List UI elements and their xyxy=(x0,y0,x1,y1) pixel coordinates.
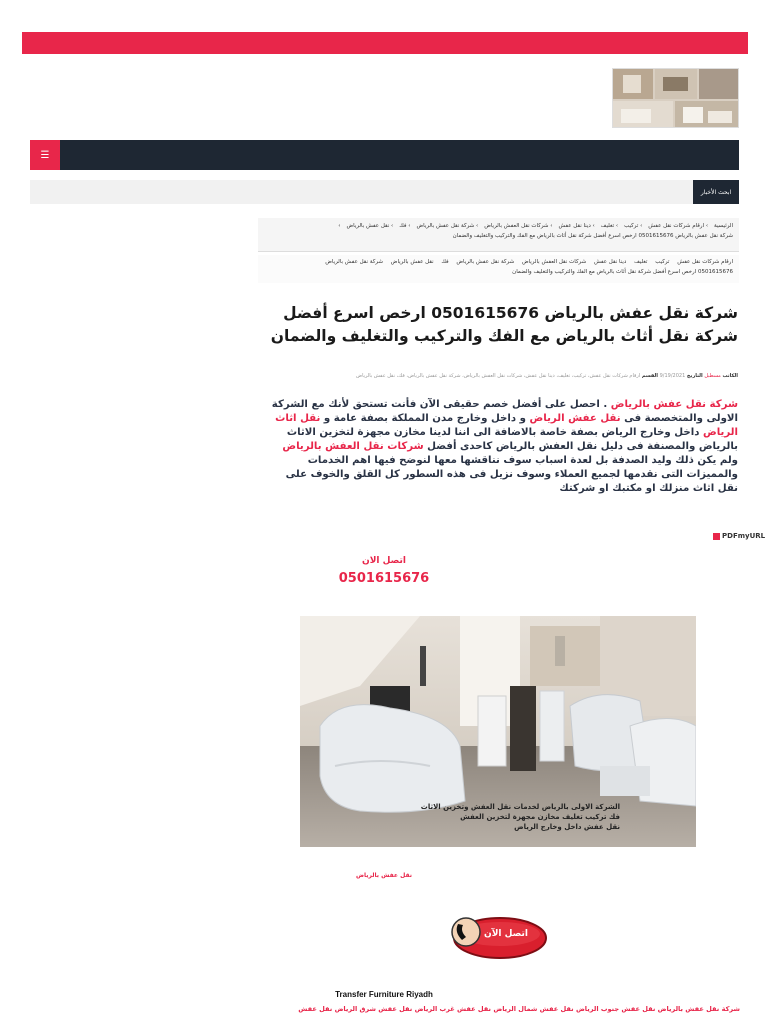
caption-line: الشركة الاولى بالرياض لخدمات نقل العفش وتخزين الاثاث xyxy=(420,803,620,811)
meta-author-label: الكاتب xyxy=(722,373,738,379)
tags-row xyxy=(258,255,739,283)
article-meta xyxy=(262,373,738,379)
search-row xyxy=(30,180,739,204)
tag-item[interactable]: تغليف xyxy=(634,259,648,265)
tag-item[interactable]: شركات نقل العفش بالرياض xyxy=(521,259,587,265)
meta-categories[interactable]: ارقام شركات نقل عفش، تركيب، تغليف، دينا نقل عفش، شركات نقل العفش بالرياض، شركة نقل عفش بالرياض، فك، نقل عفش بالرياض xyxy=(356,373,641,379)
breadcrumb-item[interactable]: شركة نقل عفش بالرياض xyxy=(416,223,475,229)
intro-text: . احصل على أفضل خصم حقيقى الآن فأنت تستحق لأنك مع الشركة الاولى والمتخصصة فى xyxy=(271,399,738,424)
intro-link[interactable]: شركة نقل عفش بالرياض xyxy=(610,399,738,410)
tag-item[interactable]: ارقام شركات نقل عفش xyxy=(677,259,733,265)
meta-section-label: القسم xyxy=(641,373,659,379)
pdf-icon xyxy=(713,533,720,540)
caption-line: فك تركيب تغليف مخازن مجهزة لتخزين العفش xyxy=(460,813,620,821)
pdfmyurl-watermark[interactable] xyxy=(713,532,765,540)
main-navbar xyxy=(30,140,739,170)
article-title: شركة نقل عفش بالرياض 0501615676 ارخص اسرع أفضل شركة نقل أثاث بالرياض مع الفك والتركيب والتغليف والضمان xyxy=(270,304,738,345)
intro-link[interactable]: شركات نقل العفش بالرياض xyxy=(282,441,424,452)
intro-text: ولم يكن ذلك وليد الصدفة بل لعدة اسباب سوف نناقشها معها لنوضح فيها اهم الخدمات والمميزات التى نقدمها لجميع العملاء وسوف نزيل فى هذه السطور كل القلق والخوف على نقل اثاث منزلك او مكتبك او شركتك xyxy=(285,455,738,494)
breadcrumb-item[interactable]: شركات نقل العفش بالرياض xyxy=(484,223,549,229)
intro-link[interactable]: نقل عفش الرياض xyxy=(529,413,621,424)
tags-tail: 0501615676 ارخص اسرع أفضل شركة نقل أثاث بالرياض مع الفك والتركيب والتغليف والضمان xyxy=(512,269,733,275)
tags-list xyxy=(264,257,733,267)
call-now-label[interactable]: اتصل الان xyxy=(362,556,406,566)
services-links[interactable]: شركة نقل عفش بالرياض نقل عفش جنوب الرياض نقل عفش شمال الرياض نقل عفش غرب الرياض نقل عفش شرق الرياض نقل عفش xyxy=(298,1005,740,1013)
tag-item[interactable]: شركة نقل عفش بالرياض xyxy=(325,259,384,265)
breadcrumb-item[interactable]: الرئيسية xyxy=(714,223,733,229)
tag-item[interactable]: تركيب xyxy=(655,259,670,265)
tag-item[interactable]: نقل عفش بالرياض xyxy=(390,259,434,265)
breadcrumb-item[interactable]: دينا نقل عفش xyxy=(558,223,591,229)
breadcrumb-item[interactable]: نقل عفش بالرياض xyxy=(346,223,390,229)
intro-text: و داخل وخارج مدن المملكة بصفة عامة و xyxy=(320,413,530,424)
transfer-title: Transfer Furniture Riyadh xyxy=(335,990,433,999)
breadcrumb-item[interactable]: تركيب xyxy=(624,223,639,229)
meta-date: 9/19/2021 xyxy=(659,373,686,379)
tag-item[interactable]: فك xyxy=(441,259,449,265)
tag-item[interactable]: دينا نقل عفش xyxy=(593,259,627,265)
caption-line: نقل عفش داخل وخارج الرياض xyxy=(514,823,620,831)
call-badge-text: اتصل الآن xyxy=(484,929,528,939)
phone-number[interactable]: 0501615676 xyxy=(338,571,430,586)
breadcrumb xyxy=(258,218,739,252)
tag-item[interactable]: شركة نقل عفش بالرياض xyxy=(456,259,515,265)
breadcrumb-current: شركة نقل عفش بالرياض 0501615676 ارخص اسرع أفضل شركة نقل أثاث بالرياض مع الفك والتركيب والتغليف والضمان xyxy=(452,233,733,239)
meta-date-label: التاريخ xyxy=(686,373,703,379)
breadcrumb-row: الرئيسية› ارقام شركات نقل عفش› تركيب› تغليف› دينا نقل عفش› شركات نقل العفش بالرياض› شركة نقل عفش بالرياض› فك› نقل عفش بالرياض› xyxy=(338,223,733,229)
intro-link[interactable]: نقل اثاث الرياض xyxy=(275,413,738,438)
watermark-text: PDFmyURL xyxy=(722,532,766,540)
top-accent-bar xyxy=(22,32,748,54)
site-logo[interactable] xyxy=(612,68,739,128)
breadcrumb-item[interactable]: تغليف xyxy=(600,223,615,229)
meta-author[interactable]: مسطبل xyxy=(704,373,721,379)
riyadh-moving-link[interactable]: نقل عفش بالرياض xyxy=(355,872,413,879)
breadcrumb-item[interactable]: ارقام شركات نقل عفش xyxy=(648,223,705,229)
logo-image xyxy=(613,69,739,128)
menu-button[interactable]: ☰ xyxy=(30,140,60,170)
photo-caption xyxy=(400,802,620,832)
search-button[interactable]: ابحث الأخبار xyxy=(693,180,739,204)
breadcrumb-item[interactable]: فك xyxy=(399,223,407,229)
intro-text: داخل وخارج الرياض بصفة خاصة بالاضافة الى اننا لدينا مخازن مجهزة لتخزين الاثاث بالرياض والمصنفة فى دليل نقل العفش بالرياض كاحدى أفضل xyxy=(286,427,738,452)
article-intro xyxy=(262,398,738,496)
